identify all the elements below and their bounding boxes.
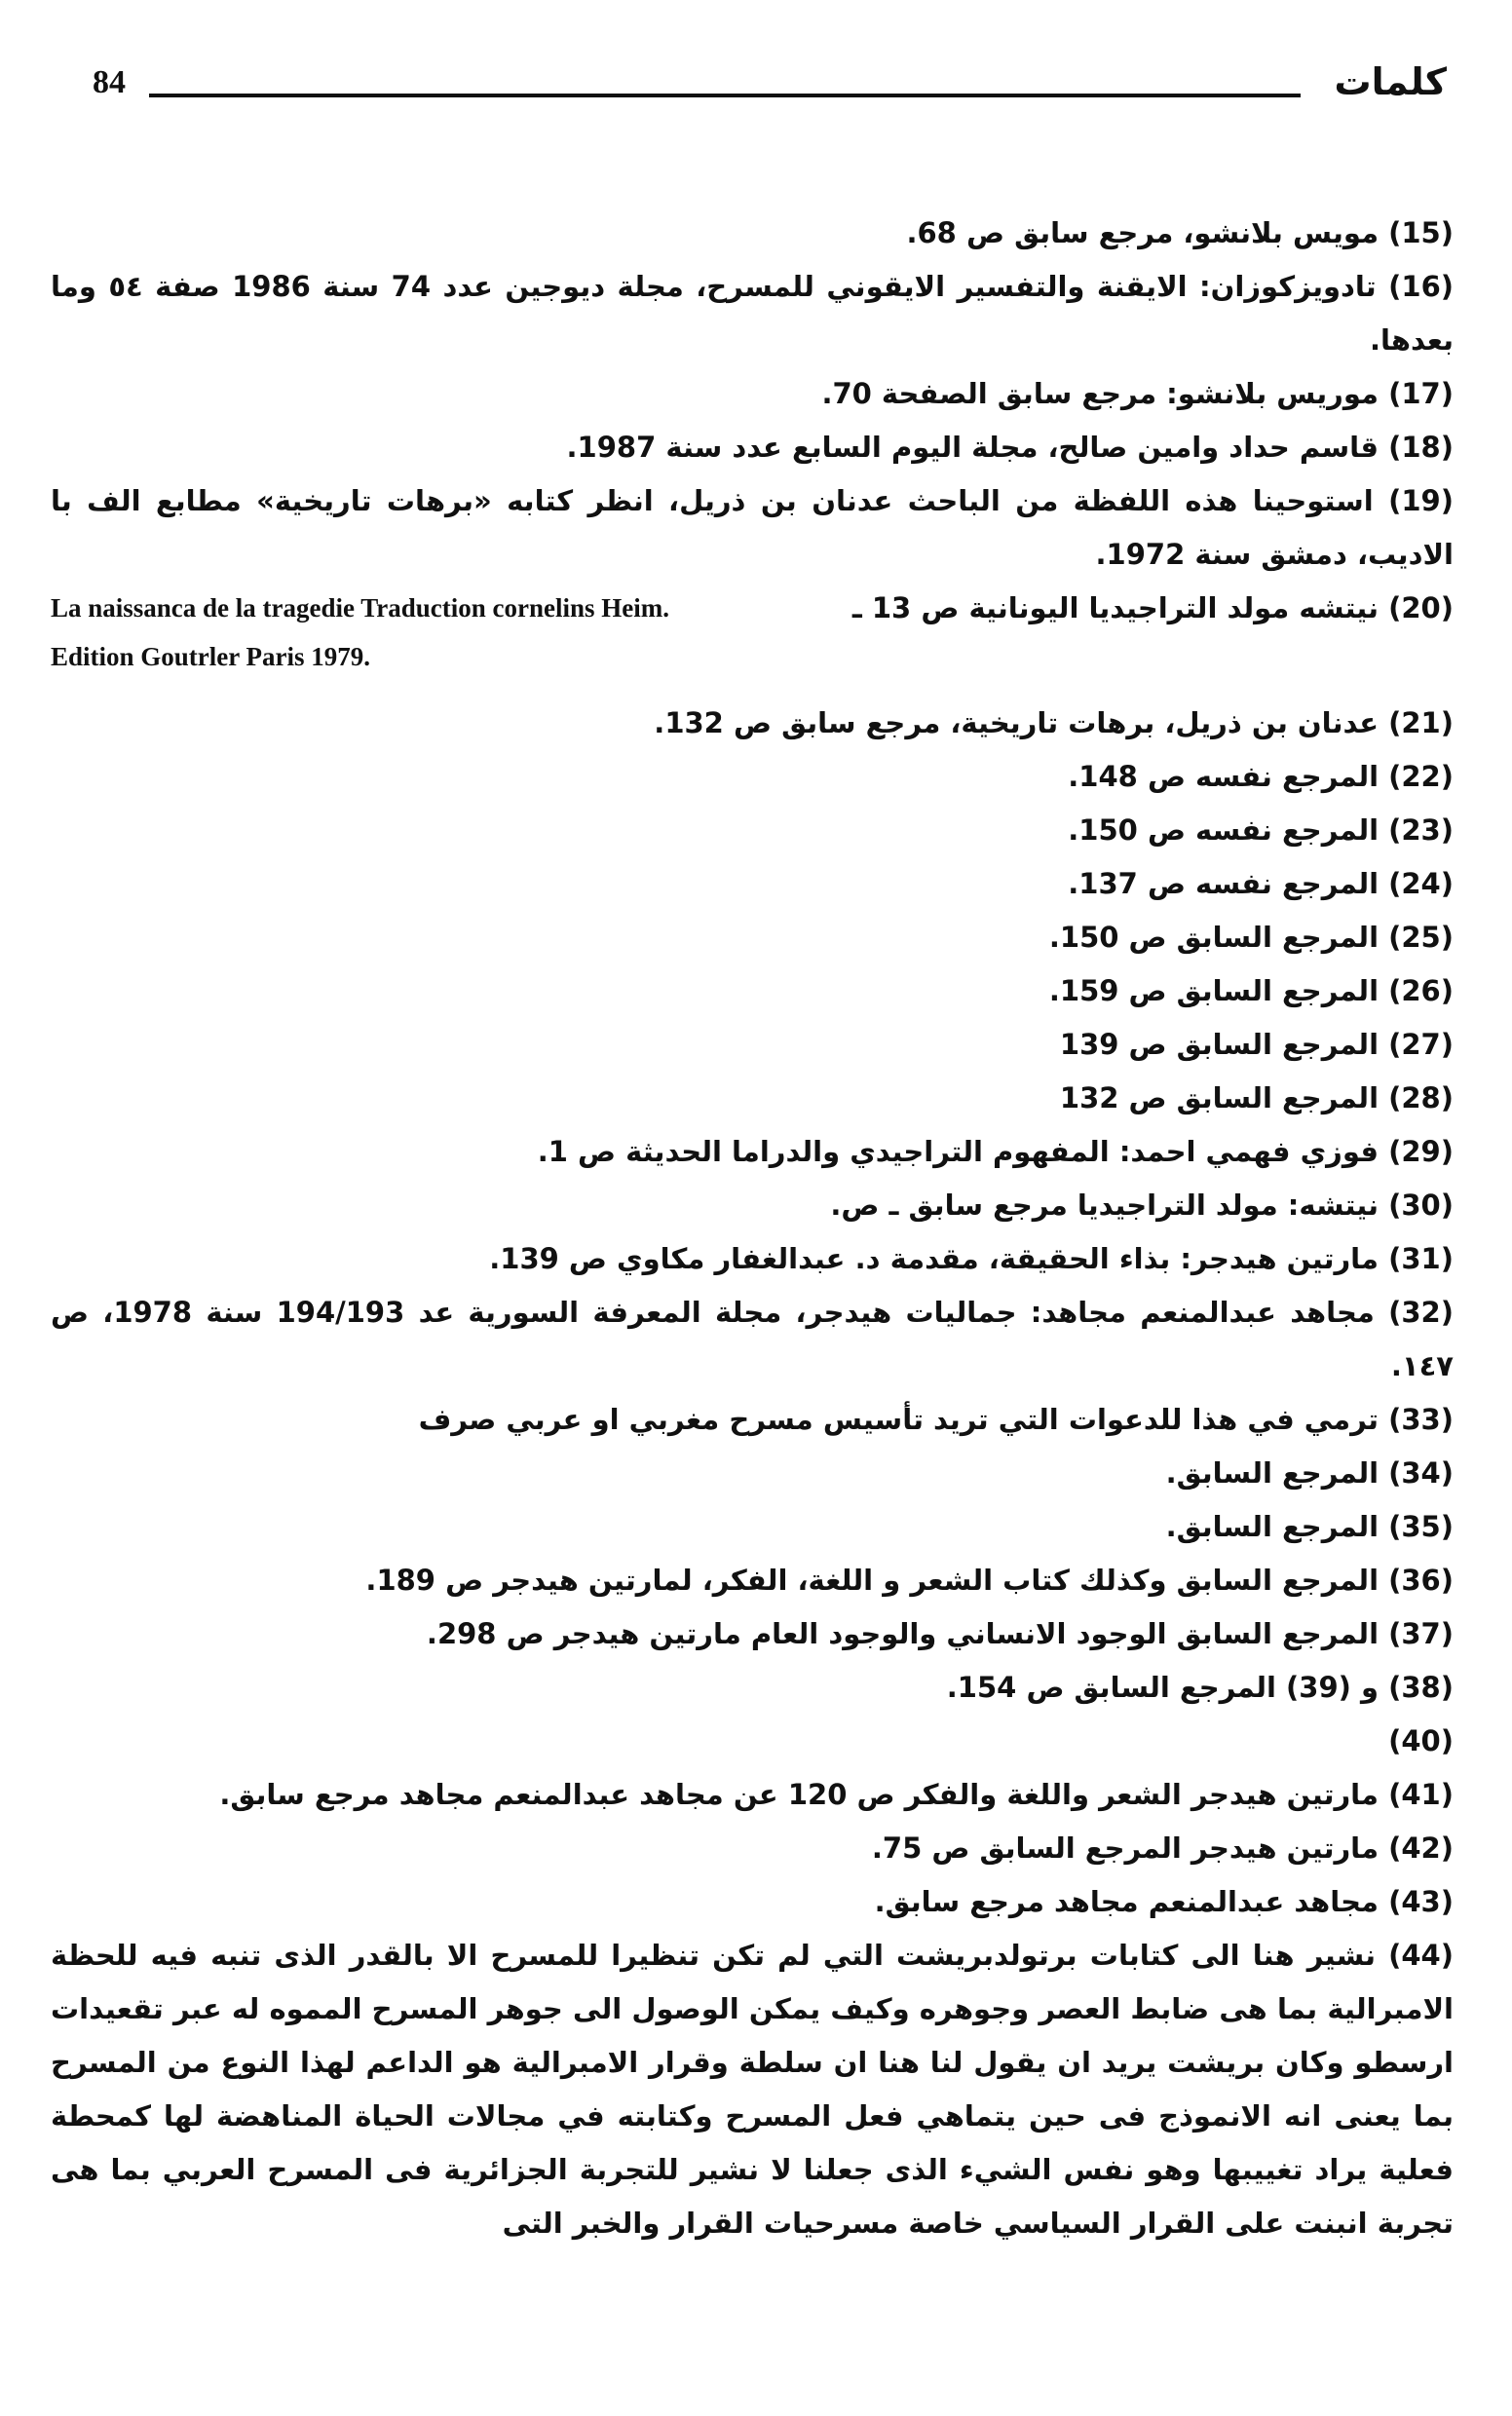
note-15: (15) مويس بلانشو، مرجع سابق ص 68.	[906, 216, 1454, 249]
page-header	[93, 57, 1447, 115]
note-43: (43) مجاهد عبدالمنعم مجاهد مرجع سابق.	[874, 1885, 1454, 1918]
note-21: (21) عدنان بن ذريل، برهات تاريخية، مرجع سابق ص 132.	[654, 706, 1454, 739]
note-33: (33) ترمي في هذا للدعوات التي تريد تأسيس مسرح مغربي او عربي صرف	[418, 1403, 1454, 1436]
note-44: (44) نشير هنا الى كتابات برتولدبريشت التي لم تكن تنظيرا للمسرح الا بالقدر الذى تنبه فيه للحظة الامبرالية بما هى ضابط العصر وجوهره وكيف يمكن الوصول الى جوهر المسرح المموه له عبر تقعيدات ارسطو وكان بريشت يريد ان يقول لنا هنا ان سلطة وقرار الامبرالية هو الداعم لهذا النوع من المسرح بما يعنى انه الانموذج فى حين يتماهي فعل المسرح وكتابته في مجالات الحياة المناهضة لها كمحطة فعلية يراد تغييبها وهو نفس الشيء الذى جعلنا لا نشير للتجربة الجزائرية فى المسرح العربي بما هى تجربة انبنت على القرار السياسي خاصة مسرحيات القرار والخبر التى	[51, 1939, 1454, 2240]
note-20-edition-row	[51, 636, 1454, 697]
note-38-39: (38) و (39) المرجع السابق ص 154.	[946, 1671, 1454, 1704]
note-19: (19) استوحينا هذه اللفظة من الباحث عدنان بن ذريل، انظر كتابه «برهات تاريخية» مطابع الف با الاديب، دمشق سنة 1972.	[51, 484, 1454, 571]
note-25: (25) المرجع السابق ص 150.	[1048, 921, 1454, 954]
note-41: (41) مارتين هيدجر الشعر واللغة والفكر ص 120 عن مجاهد عبدالمنعم مجاهد مرجع سابق.	[219, 1778, 1454, 1811]
note-20	[51, 582, 1454, 636]
note-32: (32) مجاهد عبدالمنعم مجاهد: جماليات هيدجر، مجلة المعرفة السورية عد 194/193 سنة 1978، ص ١٤٧.	[51, 1296, 1454, 1382]
note-20-arabic: (20) نيتشه مولد التراجيديا اليونانية ص 13 ـ	[851, 591, 1454, 624]
endnotes-list	[51, 207, 1454, 2250]
note-37: (37) المرجع السابق الوجود الانساني والوجود العام مارتين هيدجر ص 298.	[426, 1617, 1454, 1650]
note-22: (22) المرجع نفسه ص 148.	[1068, 760, 1454, 793]
note-17: (17) موريس بلانشو: مرجع سابق الصفحة 70.	[821, 377, 1454, 410]
note-23: (23) المرجع نفسه ص 150.	[1068, 813, 1454, 847]
note-36: (36) المرجع السابق وكذلك كتاب الشعر و اللغة، الفكر، لمارتين هيدجر ص 189.	[365, 1564, 1454, 1597]
note-34: (34) المرجع السابق.	[1165, 1456, 1454, 1490]
note-29: (29) فوزي فهمي احمد: المفهوم التراجيدي والدراما الحديثة ص 1.	[537, 1135, 1454, 1168]
note-30: (30) نيتشه: مولد التراجيديا مرجع سابق ـ ص.	[830, 1189, 1454, 1222]
note-24: (24) المرجع نفسه ص 137.	[1068, 867, 1454, 900]
note-31: (31) مارتين هيدجر: بذاء الحقيقة، مقدمة د. عبدالغفار مكاوي ص 139.	[489, 1242, 1454, 1275]
note-42: (42) مارتين هيدجر المرجع السابق ص 75.	[871, 1831, 1454, 1865]
note-27: (27) المرجع السابق ص 139	[1059, 1028, 1454, 1061]
note-18: (18) قاسم حداد وامين صالح، مجلة اليوم السابع عدد سنة 1987.	[566, 431, 1454, 464]
note-28: (28) المرجع السابق ص 132	[1059, 1081, 1454, 1114]
page-number: 84	[93, 64, 126, 100]
note-40: (40)	[1388, 1724, 1454, 1757]
note-35: (35) المرجع السابق.	[1165, 1510, 1454, 1543]
note-20-edition: Edition Goutrler Paris 1979.	[51, 642, 370, 671]
header-rule	[149, 94, 1301, 97]
note-16: (16) تادويزكوزان: الايقنة والتفسير الايقوني للمسرح، مجلة ديوجين عدد 74 سنة 1986 صفة ٥٤ وما بعدها.	[51, 270, 1455, 357]
note-26: (26) المرجع السابق ص 159.	[1048, 974, 1454, 1007]
note-20-latin-title: La naissanca de la tragedie Traduction cornelins Heim.	[51, 593, 670, 623]
running-title: كلمات	[1334, 60, 1447, 103]
